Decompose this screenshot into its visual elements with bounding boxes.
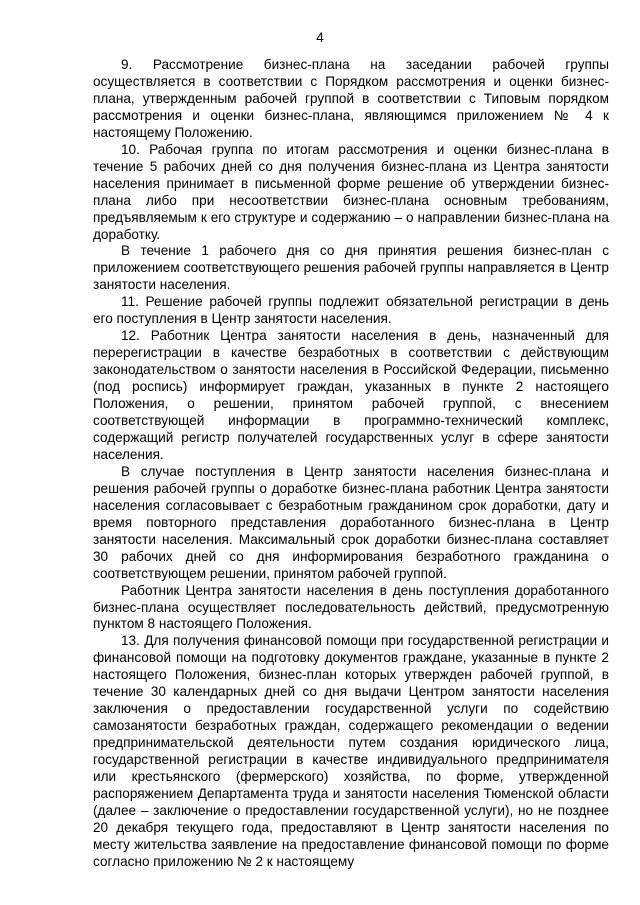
- paragraph-item-10: 10. Рабочая группа по итогам рассмотрения и оценки бизнес-плана в течение 5 рабочих дней со дня получения бизнес-плана из Центра занятости населения принимает в письменной форме решение об утверждении бизнес-плана либо при несоответствии бизнес-плана основным требованиям, предъявляемым к его структуре и содержанию – о направлении бизнес-плана на доработку.: [93, 141, 609, 242]
- page-number: 4: [316, 30, 324, 45]
- paragraph-item-9: 9. Рассмотрение бизнес-плана на заседании рабочей группы осуществляется в соответствии с Порядком рассмотрения и оценки бизнес-плана, утвержденным рабочей группой в соответствии с Типовым порядком рассмотрения и оценки бизнес-плана, являющимся приложением № 4 к настоящему Положению.: [93, 57, 609, 140]
- paragraph-item-12: 12. Работник Центра занятости населения в день, назначенный для перерегистрации в качестве безработных в соответствии с действующим законодательством о занятости населения в Российской Федерации, письменно (под роспись) информирует граждан, указанных в пункте 2 настоящего Положения, о решении, принятом рабочей группой, с внесением соответствующей информации в программно-технический комплекс, содержащий регистр получателей государственных услуг в сфере занятости населения.: [93, 328, 609, 462]
- paragraph-item-10-continuation: В течение 1 рабочего дня со дня принятия решения бизнес-план с приложением соответствующего решения рабочей группы направляется в Центр занятости населения.: [93, 243, 609, 293]
- paragraph-item-12-revision: В случае поступления в Центр занятости населения бизнес-плана и решения рабочей группы о доработке бизнес-плана работник Центра занятости населения согласовывает с безработным гражданином срок доработки, дату и время повторного представления доработанного бизнес-плана в Центр занятости населения. Максимальный срок доработки бизнес-плана составляет 30 рабочих дней со дня информирования безработного гражданина о соответствующем решении, принятом рабочей группой.: [93, 463, 609, 581]
- document-body: [93, 57, 609, 871]
- paragraph-item-13: 13. Для получения финансовой помощи при государственной регистрации и финансовой помощи на подготовку документов граждане, указанные в пункте 2 настоящего Положения, бизнес-план которых утвержден рабочей группой, в течение 30 календарных дней со дня выдачи Центром занятости населения заключения о предоставлении государственной услуги по содействию самозанятости безработных граждан, содержащего рекомендации о ведении предпринимательской деятельности путем создания юридического лица, государственной регистрации в качестве индивидуального предпринимателя или крестьянского (фермерского) хозяйства, по форме, утвержденной распоряжением Департамента труда и занятости населения Тюменской области (далее – заключение о предоставлении государственной услуги), но не позднее 20 декабря текущего года, предоставляют в Центр занятости населения по месту жительства заявление на предоставление финансовой помощи по форме согласно приложению № 2 к настоящему: [93, 633, 609, 869]
- paragraph-item-12-resubmission: Работник Центра занятости населения в день поступления доработанного бизнес-плана осуществляет последовательность действий, предусмотренную пунктом 8 настоящего Положения.: [93, 582, 609, 632]
- paragraph-item-11: 11. Решение рабочей группы подлежит обязательной регистрации в день его поступления в Центр занятости населения.: [93, 294, 609, 327]
